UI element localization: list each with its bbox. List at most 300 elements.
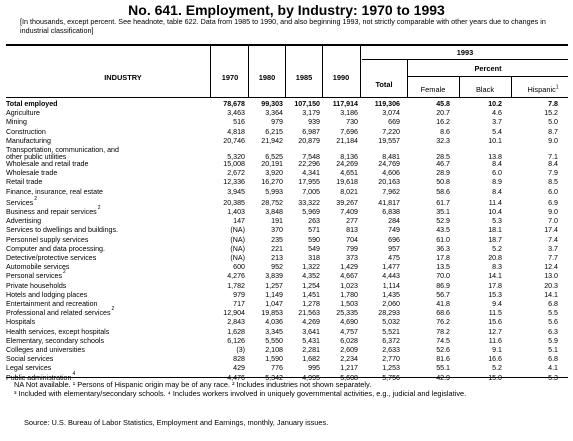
table-cell: 74.5 bbox=[436, 336, 450, 345]
table-cell: 3,074 bbox=[382, 109, 400, 118]
table-cell: 39,267 bbox=[336, 198, 358, 207]
table-cell: 9.1 bbox=[492, 346, 502, 354]
table-row bbox=[6, 147, 568, 161]
table-row bbox=[6, 101, 568, 108]
table-row bbox=[6, 119, 568, 126]
table-cell: 2,234 bbox=[340, 355, 358, 364]
table-cell: 20,879 bbox=[298, 136, 320, 145]
table-cell: 6.8 bbox=[548, 300, 558, 308]
table-cell: 32.3 bbox=[436, 136, 450, 145]
table-cell: 17.4 bbox=[544, 226, 558, 235]
table-row bbox=[6, 301, 568, 308]
table-cell: 21,563 bbox=[298, 309, 320, 318]
table-cell: 19,557 bbox=[378, 136, 400, 145]
table-cell: 147 bbox=[233, 217, 245, 226]
table-cell: 1,047 bbox=[265, 300, 283, 308]
table-cell: 235 bbox=[271, 235, 283, 244]
table-cell: 3,848 bbox=[265, 208, 283, 216]
header-divider bbox=[210, 45, 211, 97]
table-cell: 1,114 bbox=[382, 281, 400, 290]
table-cell: 119,306 bbox=[374, 100, 400, 108]
table-cell: 28.9 bbox=[436, 169, 450, 178]
table-cell: 6.0 bbox=[548, 187, 558, 196]
table-cell: 70.0 bbox=[436, 272, 450, 281]
row-label: Agriculture bbox=[6, 109, 40, 118]
table-cell: 1,429 bbox=[340, 263, 358, 272]
table-cell: 6,126 bbox=[227, 336, 245, 345]
table-cell: 9.0 bbox=[548, 208, 558, 216]
header-divider bbox=[248, 45, 249, 97]
table-cell: 776 bbox=[271, 364, 283, 373]
page-title: No. 641. Employment, by Industry: 1970 to 1993 bbox=[128, 2, 445, 18]
table-row bbox=[6, 347, 568, 354]
row-label: Social services bbox=[6, 355, 54, 364]
table-cell: 17.8 bbox=[436, 254, 450, 262]
table-cell: 15.2 bbox=[544, 109, 558, 118]
table-cell: 1,403 bbox=[227, 208, 245, 216]
table-cell: 5.6 bbox=[548, 318, 558, 327]
table-cell: 4,443 bbox=[382, 272, 400, 281]
table-cell: 24,269 bbox=[336, 160, 358, 168]
table-cell: 4,995 bbox=[302, 373, 320, 382]
table-cell: 45.8 bbox=[436, 100, 450, 108]
row-label: Total employed bbox=[6, 100, 58, 108]
table-cell: 2,108 bbox=[265, 346, 283, 354]
table-cell: 1,503 bbox=[340, 300, 358, 308]
table-cell: 979 bbox=[233, 290, 245, 299]
row-label: Private households bbox=[6, 281, 67, 290]
column-group-percent: Percent bbox=[474, 64, 502, 73]
table-cell: 1,435 bbox=[382, 290, 400, 299]
table-cell: 717 bbox=[233, 300, 245, 308]
table-cell: 11.6 bbox=[488, 336, 502, 345]
table-cell: 1,590 bbox=[265, 355, 283, 364]
table-cell: 1,217 bbox=[340, 364, 358, 373]
table-cell: 1,254 bbox=[302, 281, 320, 290]
table-cell: 20,746 bbox=[223, 136, 245, 145]
column-group-1993: 1993 bbox=[456, 48, 474, 57]
column-header-female: Female bbox=[420, 85, 446, 94]
table-cell: 1,782 bbox=[227, 281, 245, 290]
table-cell: 1,682 bbox=[302, 355, 320, 364]
table-cell: 4,818 bbox=[227, 127, 245, 136]
table-cell: 7.0 bbox=[548, 217, 558, 226]
column-header-black: Black bbox=[475, 85, 495, 94]
table-cell: 2,633 bbox=[382, 346, 400, 354]
table-cell: 6,525 bbox=[265, 152, 283, 161]
table-cell: 8.6 bbox=[440, 127, 450, 136]
table-cell: 56.7 bbox=[436, 290, 450, 299]
table-row bbox=[6, 264, 568, 271]
table-cell: 939 bbox=[308, 118, 320, 127]
table-cell: 5.9 bbox=[548, 336, 558, 345]
table-cell: 55.1 bbox=[436, 364, 450, 373]
table-cell: 4,606 bbox=[382, 169, 400, 178]
table-cell: 3,920 bbox=[265, 169, 283, 178]
table-cell: 475 bbox=[388, 254, 400, 262]
table-bottom-rule bbox=[6, 377, 568, 378]
table-cell: 6.9 bbox=[548, 198, 558, 207]
table-cell: 5.3 bbox=[548, 373, 558, 382]
table-cell: 7,220 bbox=[382, 127, 400, 136]
table-cell: 2,281 bbox=[302, 346, 320, 354]
table-cell: 15.6 bbox=[488, 318, 502, 327]
table-cell: 43.5 bbox=[436, 226, 450, 235]
table-cell: 78,678 bbox=[223, 100, 245, 108]
table-cell: 68.6 bbox=[436, 309, 450, 318]
table-cell: 21,942 bbox=[261, 136, 283, 145]
table-row: Services 2 20,385 28,752 33,322 39,267 41,817 61.7 11.4 6.9 bbox=[6, 195, 558, 207]
table-cell: 4,341 bbox=[302, 169, 320, 178]
table-cell: 12.4 bbox=[544, 263, 558, 272]
table-row: Professional and related services 2 12,904 19,853 21,563 25,335 28,293 68.6 11.5 5.5 bbox=[6, 306, 558, 318]
table-cell: 25,335 bbox=[336, 309, 358, 318]
table-cell: 11.5 bbox=[488, 309, 502, 318]
row-label: Finance, insurance, real estate bbox=[6, 187, 104, 196]
table-cell: 4,269 bbox=[302, 318, 320, 327]
table-row bbox=[6, 227, 568, 234]
table-cell: 20,191 bbox=[261, 160, 283, 168]
table-cell: 277 bbox=[346, 217, 358, 226]
table-cell: 9.0 bbox=[548, 136, 558, 145]
table-row bbox=[6, 246, 568, 253]
row-label: Retail trade bbox=[6, 178, 43, 187]
table-cell: 5,032 bbox=[382, 318, 400, 327]
row-label: Public administration bbox=[6, 373, 72, 382]
header-divider bbox=[511, 77, 512, 97]
row-label: Legal services bbox=[6, 364, 52, 373]
table-cell: 61.0 bbox=[436, 235, 450, 244]
table-cell: 107,150 bbox=[294, 100, 320, 108]
header-divider bbox=[360, 45, 361, 97]
header-divider bbox=[322, 45, 323, 97]
row-label: Wholesale trade bbox=[6, 169, 58, 178]
table-cell: 5,431 bbox=[302, 336, 320, 345]
table-row bbox=[6, 237, 568, 244]
table-cell: 4,036 bbox=[265, 318, 283, 327]
table-cell: 20,163 bbox=[378, 178, 400, 187]
row-label: Business and repair services bbox=[6, 208, 97, 216]
row-label: Transportation, communication, and other public utilities bbox=[6, 146, 119, 162]
table-cell: 1,780 bbox=[340, 290, 358, 299]
table-cell: 5,550 bbox=[265, 336, 283, 345]
row-label: Computer and data processing. bbox=[6, 244, 105, 253]
row-label: Advertising bbox=[6, 217, 42, 226]
group-rule-percent bbox=[408, 76, 568, 77]
table-cell: (3) bbox=[236, 346, 245, 354]
table-cell: 813 bbox=[346, 226, 358, 235]
row-label: Services to dwellings and buildings. bbox=[6, 226, 118, 235]
row-label: Personal services bbox=[6, 272, 62, 281]
row-label: Hotels and lodging places bbox=[6, 290, 88, 299]
table-cell: 2,843 bbox=[227, 318, 245, 327]
table-cell: 7.7 bbox=[548, 254, 558, 262]
table-cell: 5.2 bbox=[492, 244, 502, 253]
table-cell: 4.6 bbox=[492, 109, 502, 118]
table-cell: 8,136 bbox=[340, 152, 358, 161]
table-cell: 41,817 bbox=[378, 198, 400, 207]
table-cell: 5,342 bbox=[265, 373, 283, 382]
row-label: Hospitals bbox=[6, 318, 36, 327]
table-cell: 16.2 bbox=[436, 118, 450, 127]
footnote: NA Not available. ¹ Persons of Hispanic origin may be of any race. ² Includes industries not shown separately. bbox=[14, 380, 372, 389]
table-row bbox=[6, 179, 568, 186]
header-divider bbox=[459, 77, 460, 97]
table-cell: 4,276 bbox=[227, 272, 245, 281]
table-cell: 19,618 bbox=[336, 178, 358, 187]
table-cell: 7,005 bbox=[302, 187, 320, 196]
row-label: Wholesale and retail trade bbox=[6, 160, 89, 168]
table-cell: 590 bbox=[308, 235, 320, 244]
column-header-1980: 1980 bbox=[258, 73, 276, 82]
table-cell: 58.6 bbox=[436, 187, 450, 196]
table-cell: 373 bbox=[346, 254, 358, 262]
table-cell: 28,752 bbox=[261, 198, 283, 207]
table-cell: 749 bbox=[388, 226, 400, 235]
column-header-1985: 1985 bbox=[295, 73, 313, 82]
table-cell: 1,451 bbox=[302, 290, 320, 299]
table-cell: 1,149 bbox=[265, 290, 283, 299]
row-label: Personnel supply services bbox=[6, 235, 89, 244]
table-cell: 3,945 bbox=[227, 187, 245, 196]
row-label: Automobile services bbox=[6, 263, 70, 272]
table-cell: (NA) bbox=[230, 235, 245, 244]
table-cell: 12,904 bbox=[223, 309, 245, 318]
table-row bbox=[6, 189, 568, 196]
column-header-total: Total bbox=[375, 80, 393, 89]
column-header-1970: 1970 bbox=[221, 73, 239, 82]
table-cell: 20.3 bbox=[544, 281, 558, 290]
table-cell: 8.5 bbox=[548, 178, 558, 187]
table-cell: 5.1 bbox=[548, 346, 558, 354]
table-cell: 18.1 bbox=[488, 226, 502, 235]
table-cell: (NA) bbox=[230, 244, 245, 253]
column-header-1990: 1990 bbox=[332, 73, 350, 82]
table-row bbox=[6, 292, 568, 299]
table-cell: 5.3 bbox=[492, 217, 502, 226]
table-cell: 3,179 bbox=[302, 109, 320, 118]
table-cell: 17.8 bbox=[488, 281, 502, 290]
table-cell: 318 bbox=[308, 254, 320, 262]
table-cell: 50.8 bbox=[436, 178, 450, 187]
table-cell: 5.5 bbox=[548, 309, 558, 318]
table-cell: 78.2 bbox=[436, 327, 450, 336]
table-cell: 6,372 bbox=[382, 336, 400, 345]
table-cell: 19,853 bbox=[261, 309, 283, 318]
row-label: Construction bbox=[6, 127, 46, 136]
table-cell: 1,023 bbox=[340, 281, 358, 290]
table-cell: 730 bbox=[346, 118, 358, 127]
table-cell: 7,696 bbox=[340, 127, 358, 136]
table-cell: 21,184 bbox=[336, 136, 358, 145]
table-row bbox=[6, 283, 568, 290]
table-cell: 13.0 bbox=[544, 272, 558, 281]
table-row bbox=[6, 218, 568, 225]
table-cell: 12,336 bbox=[223, 178, 245, 187]
table-cell: 3,364 bbox=[265, 109, 283, 118]
table-cell: 1,253 bbox=[382, 364, 400, 373]
table-cell: 81.6 bbox=[436, 355, 450, 364]
table-row: Public administration 4 4,476 5,342 4,995 5,608 5,756 42.9 15.0 5.3 bbox=[6, 370, 558, 382]
table-cell: 8.3 bbox=[492, 263, 502, 272]
table-cell: 5,969 bbox=[302, 208, 320, 216]
table-row bbox=[6, 365, 568, 372]
table-cell: 4,690 bbox=[340, 318, 358, 327]
table-cell: 213 bbox=[271, 254, 283, 262]
hispanic-label: Hispanic bbox=[527, 85, 556, 94]
table-cell: 191 bbox=[271, 217, 283, 226]
row-label: Detective/protective services bbox=[6, 254, 97, 262]
table-cell: 704 bbox=[346, 235, 358, 244]
table-cell: 76.2 bbox=[436, 318, 450, 327]
table-row bbox=[6, 110, 568, 117]
table-cell: 5,608 bbox=[340, 373, 358, 382]
table-cell: 5.4 bbox=[492, 127, 502, 136]
table-cell: 4,667 bbox=[340, 272, 358, 281]
table-cell: 8.9 bbox=[492, 178, 502, 187]
table-cell: 35.1 bbox=[436, 208, 450, 216]
table-cell: 1,322 bbox=[302, 263, 320, 272]
table-row bbox=[6, 356, 568, 363]
footnote: ³ Included with elementary/secondary schools. ⁴ Includes workers involved in uniquely governmental activities, e.g., judicial and legislative. bbox=[14, 389, 467, 398]
table-cell: 10.1 bbox=[488, 136, 502, 145]
table-cell: 7.4 bbox=[548, 235, 558, 244]
table-row bbox=[6, 338, 568, 345]
table-cell: 263 bbox=[308, 217, 320, 226]
table-cell: 12.7 bbox=[488, 327, 502, 336]
table-cell: 8.4 bbox=[492, 187, 502, 196]
table-cell: 7,409 bbox=[340, 208, 358, 216]
table-cell: 15.0 bbox=[488, 373, 502, 382]
table-cell: (NA) bbox=[230, 254, 245, 262]
row-label: Professional and related services bbox=[6, 309, 111, 318]
table-cell: 3,641 bbox=[302, 327, 320, 336]
table-cell: 10.2 bbox=[488, 100, 502, 108]
table-cell: 4,651 bbox=[340, 169, 358, 178]
table-row bbox=[6, 129, 568, 136]
table-cell: 6.0 bbox=[492, 169, 502, 178]
row-label: Services bbox=[6, 198, 34, 207]
column-header-industry: INDUSTRY bbox=[104, 73, 142, 82]
table-cell: 52.9 bbox=[436, 217, 450, 226]
table-cell: 99,303 bbox=[261, 100, 283, 108]
table-cell: (NA) bbox=[230, 226, 245, 235]
table-cell: 8,481 bbox=[382, 152, 400, 161]
row-label: Mining bbox=[6, 118, 27, 127]
row-label: Manufacturing bbox=[6, 136, 51, 145]
table-cell: 799 bbox=[346, 244, 358, 253]
table-cell: 24,769 bbox=[378, 160, 400, 168]
table-cell: 6,215 bbox=[265, 127, 283, 136]
table-cell: 28,293 bbox=[378, 309, 400, 318]
table-cell: 6.8 bbox=[548, 355, 558, 364]
table-cell: 8.7 bbox=[548, 127, 558, 136]
header-bottom-rule bbox=[6, 97, 568, 98]
column-header-hispanic bbox=[518, 85, 568, 94]
table-cell: 13.5 bbox=[436, 263, 450, 272]
table-cell: 8.4 bbox=[548, 160, 558, 168]
table-row bbox=[6, 255, 568, 262]
table-cell: 979 bbox=[271, 118, 283, 127]
table-cell: 549 bbox=[308, 244, 320, 253]
table-cell: 17,955 bbox=[298, 178, 320, 187]
table-cell: 3,186 bbox=[340, 109, 358, 118]
table-cell: 10.4 bbox=[488, 208, 502, 216]
table-row bbox=[6, 161, 568, 168]
table-cell: 5,756 bbox=[382, 373, 400, 382]
table-cell: 6,838 bbox=[382, 208, 400, 216]
table-cell: 6,987 bbox=[302, 127, 320, 136]
table-cell: 7.9 bbox=[548, 169, 558, 178]
table-cell: 952 bbox=[271, 263, 283, 272]
table-cell: 14.1 bbox=[544, 290, 558, 299]
table-cell: 42.9 bbox=[436, 373, 450, 382]
table-cell: 22,296 bbox=[298, 160, 320, 168]
table-cell: 20.7 bbox=[436, 109, 450, 118]
table-cell: 5.0 bbox=[548, 118, 558, 127]
table-cell: 6.3 bbox=[548, 327, 558, 336]
table-cell: 52.6 bbox=[436, 346, 450, 354]
table-cell: 1,257 bbox=[265, 281, 283, 290]
table-cell: 828 bbox=[233, 355, 245, 364]
table-cell: 3.7 bbox=[492, 118, 502, 127]
table-cell: 2,672 bbox=[227, 169, 245, 178]
header-divider bbox=[285, 45, 286, 97]
table-cell: 516 bbox=[233, 118, 245, 127]
table-cell: 669 bbox=[388, 118, 400, 127]
table-row bbox=[6, 319, 568, 326]
table-cell: 7,548 bbox=[302, 152, 320, 161]
table-headnote: [In thousands, except percent. See headnote, table 622. Data from 1985 to 1990, and also beginning 1993, not strictly comparable with other years due to changes in industrial classification] bbox=[20, 17, 546, 35]
hispanic-note: 1 bbox=[555, 84, 559, 91]
table-cell: 20.8 bbox=[488, 254, 502, 262]
table-cell: 41.8 bbox=[436, 300, 450, 308]
table-cell: 1,477 bbox=[382, 263, 400, 272]
table-cell: 36.3 bbox=[436, 244, 450, 253]
table-cell: 7.1 bbox=[548, 152, 558, 161]
table-row: Business and repair services 2 1,403 3,848 5,969 7,409 6,838 35.1 10.4 9.0 bbox=[6, 205, 558, 216]
table-cell: 2,609 bbox=[340, 346, 358, 354]
table-cell: 600 bbox=[233, 263, 245, 272]
table-cell: 3,839 bbox=[265, 272, 283, 281]
table-cell: 46.7 bbox=[436, 160, 450, 168]
table-row bbox=[6, 170, 568, 177]
table-cell: 571 bbox=[308, 226, 320, 235]
row-label: Health services, except hospitals bbox=[6, 327, 110, 336]
table-cell: 3,345 bbox=[265, 327, 283, 336]
table-cell: 957 bbox=[388, 244, 400, 253]
table-cell: 14.1 bbox=[488, 272, 502, 281]
table-cell: 86.9 bbox=[436, 281, 450, 290]
table-cell: 5,521 bbox=[382, 327, 400, 336]
table-cell: 28.5 bbox=[436, 152, 450, 161]
table-cell: 13.8 bbox=[488, 152, 502, 161]
table-cell: 7,962 bbox=[382, 187, 400, 196]
table-cell: 429 bbox=[233, 364, 245, 373]
table-cell: 6,028 bbox=[340, 336, 358, 345]
table-cell: 696 bbox=[388, 235, 400, 244]
table-cell: 20,385 bbox=[223, 198, 245, 207]
table-cell: 18.7 bbox=[488, 235, 502, 244]
table-cell: 4.1 bbox=[548, 364, 558, 373]
table-cell: 4,352 bbox=[302, 272, 320, 281]
table-cell: 9.4 bbox=[492, 300, 502, 308]
table-cell: 5,993 bbox=[265, 187, 283, 196]
table-cell: 5.2 bbox=[492, 364, 502, 373]
table-cell: 15,008 bbox=[223, 160, 245, 168]
table-row: Personal services 2 4,276 3,839 4,352 4,667 4,443 70.0 14.1 13.0 bbox=[6, 269, 558, 281]
table-cell: 4,476 bbox=[227, 373, 245, 382]
